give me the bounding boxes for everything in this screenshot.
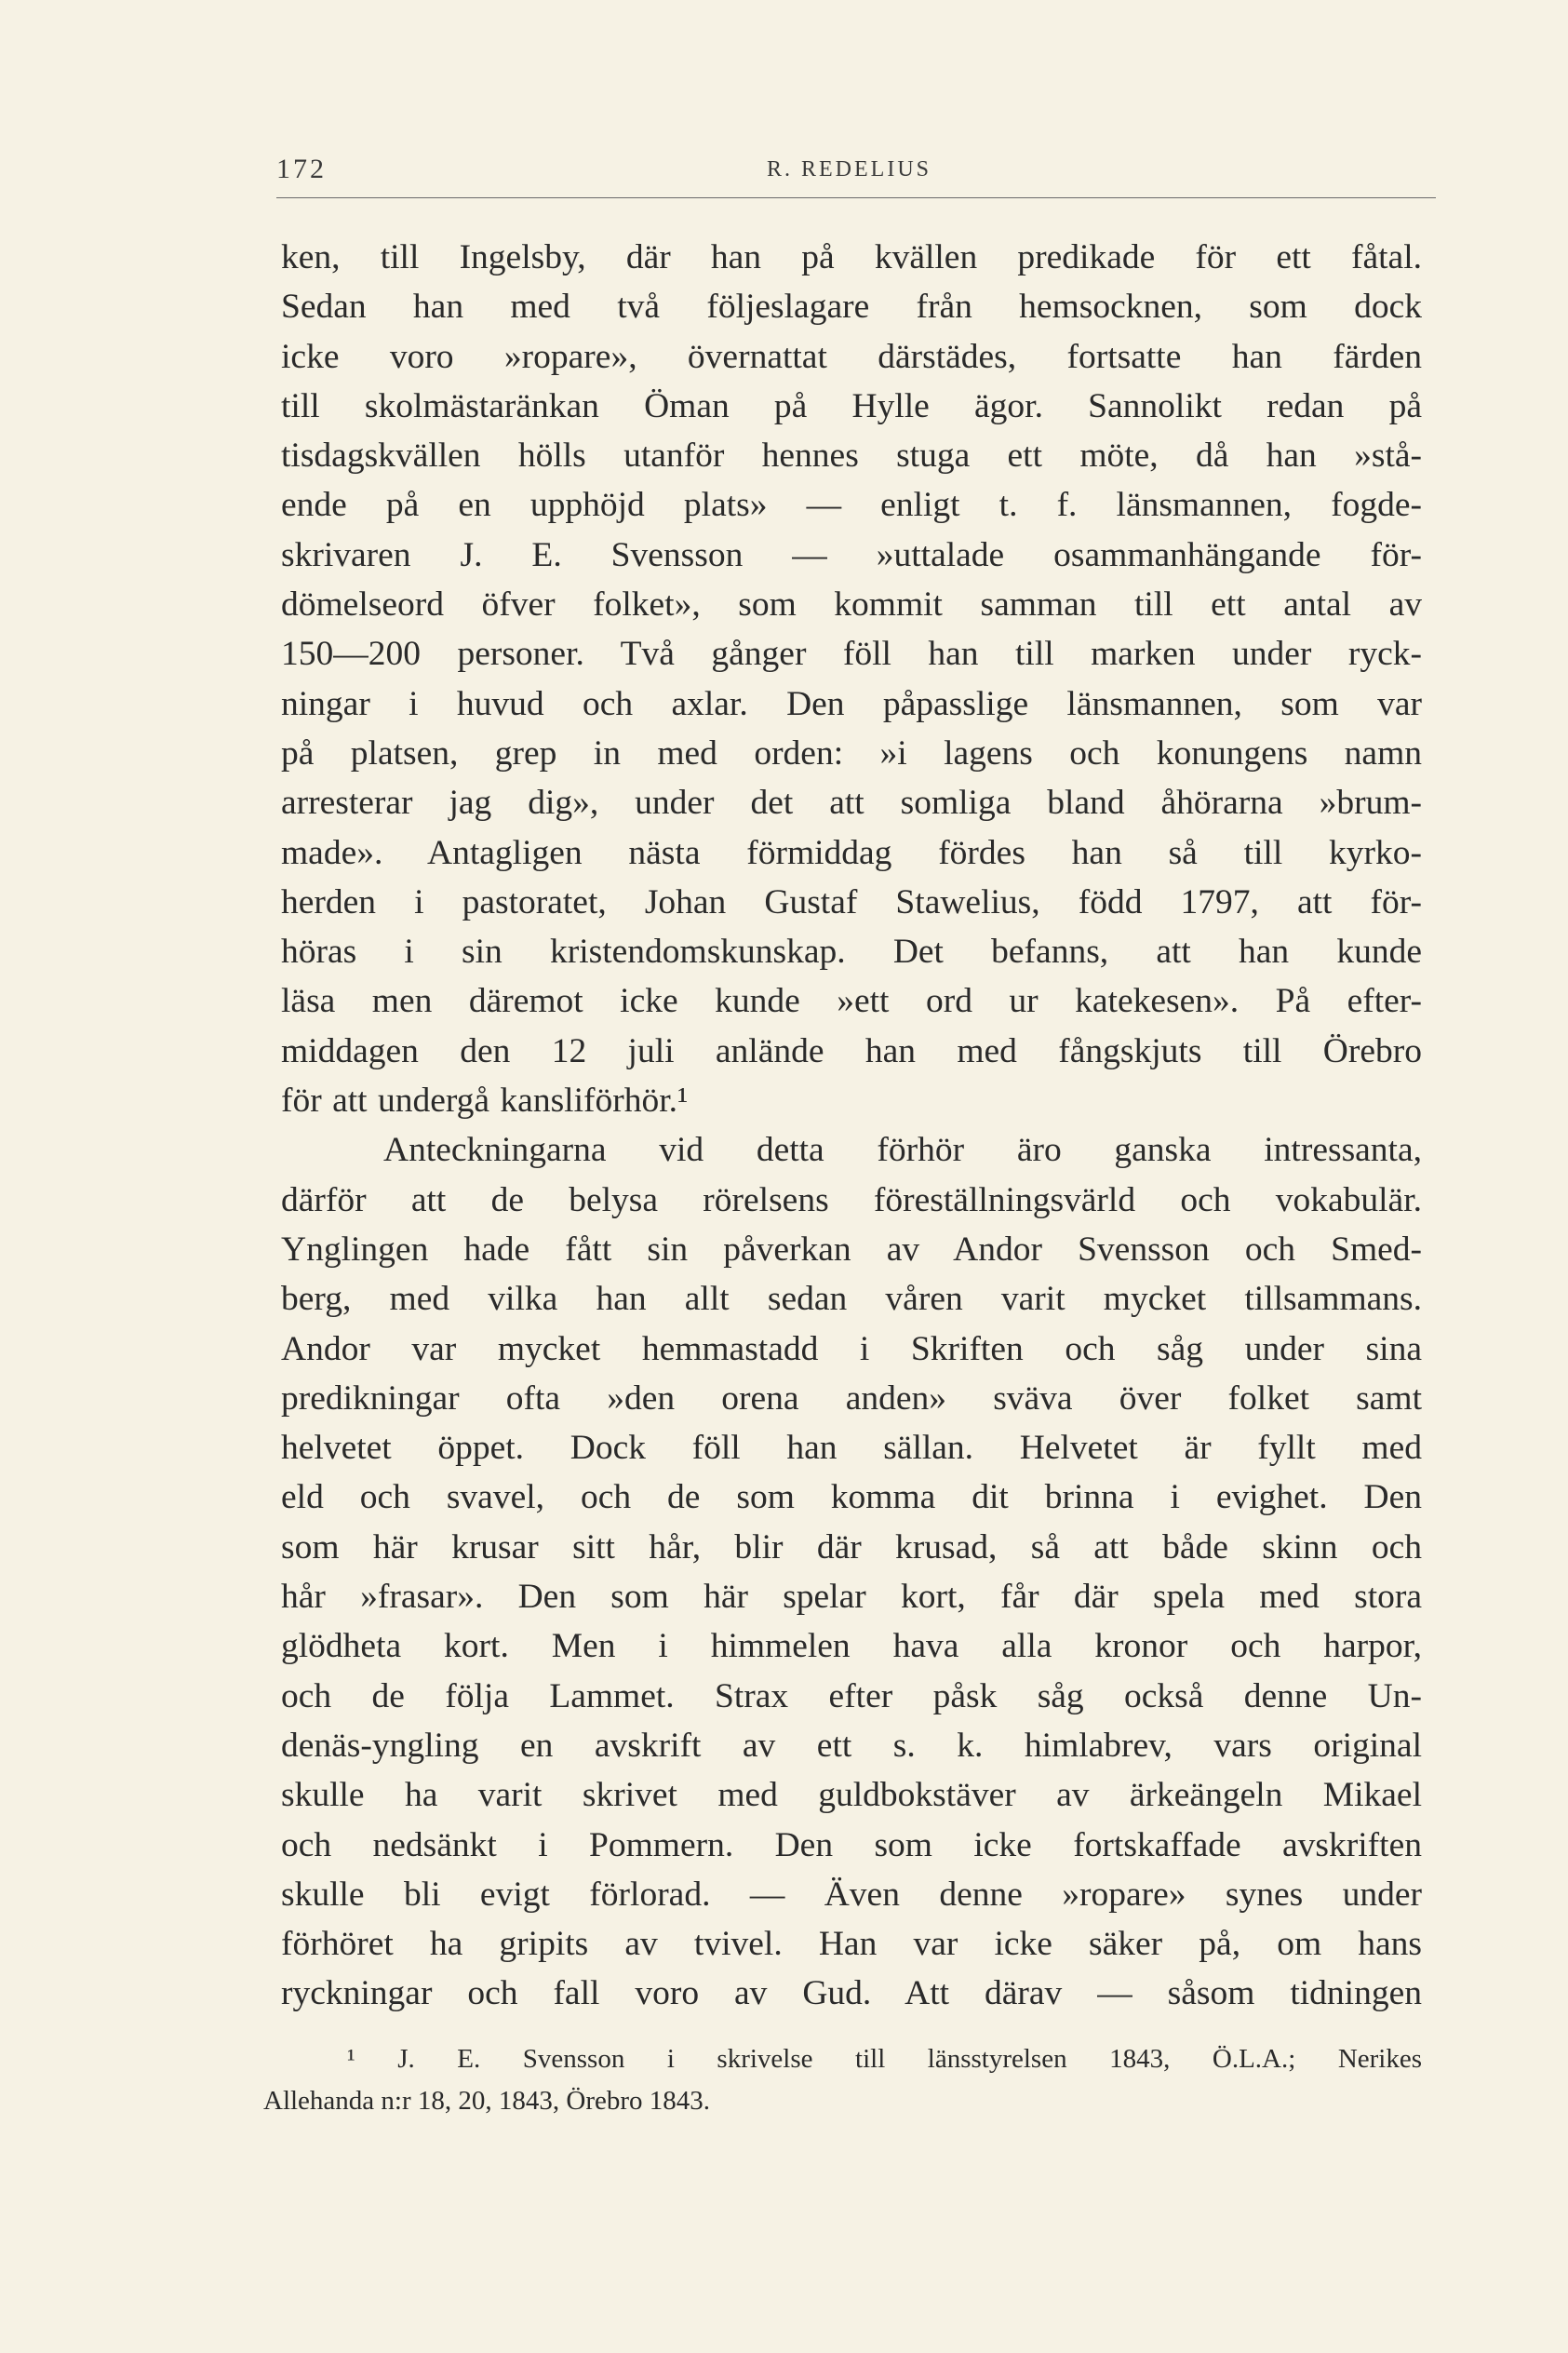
- body-line: ende på en upphöjd plats» — enligt t. f. länsmannen, fogde-: [281, 486, 1422, 525]
- body-line: Sedan han med två följeslagare från hemsocknen, som dock: [281, 288, 1422, 327]
- body-line: skrivaren J. E. Svensson — »uttalade osammanhängande för-: [281, 535, 1422, 574]
- body-line: Ynglingen hade fått sin påverkan av Andor Svensson och Smed-: [281, 1230, 1422, 1269]
- body-line: tisdagskvällen hölls utanför hennes stuga ett möte, då han »stå-: [281, 437, 1422, 476]
- running-head: R. REDELIUS: [767, 157, 931, 182]
- body-line: och de följa Lammet. Strax efter påsk såg också denne Un-: [281, 1676, 1422, 1715]
- body-line: därför att de belysa rörelsens föreställningsvärld och vokabulär.: [281, 1180, 1422, 1219]
- body-line: glödheta kort. Men i himmelen hava alla kronor och harpor,: [281, 1627, 1422, 1666]
- body-line: läsa men däremot icke kunde »ett ord ur katekesen». På efter-: [281, 982, 1422, 1021]
- body-line: ryckningar och fall voro av Gud. Att därav — såsom tidningen: [281, 1974, 1422, 2013]
- body-line: hår »frasar». Den som här spelar kort, får där spela med stora: [281, 1578, 1422, 1617]
- body-line: ningar i huvud och axlar. Den påpasslige länsmannen, som var: [281, 684, 1422, 723]
- body-line: höras i sin kristendomskunskap. Det befanns, att han kunde: [281, 933, 1422, 972]
- body-line: till skolmästaränkan Öman på Hylle ägor. Sannolikt redan på: [281, 386, 1422, 425]
- body-line: arresterar jag dig», under det att somliga bland åhörarna »brum-: [281, 784, 1422, 823]
- body-line: 150—200 personer. Två gånger föll han till marken under ryck-: [281, 635, 1422, 674]
- body-line: predikningar ofta »den orena anden» sväva över folket samt: [281, 1378, 1422, 1418]
- body-line: förhöret ha gripits av tvivel. Han var icke säker på, om hans: [281, 1925, 1422, 1964]
- body-line: middagen den 12 juli anlände han med fångskjuts till Örebro: [281, 1031, 1422, 1070]
- footnotes: [263, 2038, 1422, 2122]
- page-header: [276, 154, 1436, 200]
- body-line: skulle ha varit skrivet med guldbokstäver av ärkeängeln Mikael: [281, 1776, 1422, 1815]
- page-number: 172: [276, 154, 327, 184]
- body-line: herden i pastoratet, Johan Gustaf Stawelius, född 1797, att för-: [281, 882, 1422, 921]
- footnote-line: Allehanda n:r 18, 20, 1843, Örebro 1843.: [263, 2086, 711, 2116]
- body-line: skulle bli evigt förlorad. — Även denne »ropare» synes under: [281, 1875, 1422, 1914]
- body-line: helvetet öppet. Dock föll han sällan. Helvetet är fyllt med: [281, 1429, 1422, 1468]
- body-text: [281, 233, 1422, 2019]
- body-line: för att undergå kansliförhör.¹: [281, 1082, 689, 1121]
- body-line: på platsen, grep in med orden: »i lagens och konungens namn: [281, 733, 1422, 773]
- footnote-line: ¹ J. E. Svensson i skrivelse till länsstyrelsen 1843, Ö.L.A.; Nerikes: [347, 2044, 1422, 2074]
- body-line: och nedsänkt i Pommern. Den som icke fortskaffade avskriften: [281, 1825, 1422, 1864]
- header-rule: [276, 197, 1436, 198]
- body-line: eld och svavel, och de som komma dit brinna i evighet. Den: [281, 1478, 1422, 1517]
- body-line: som här krusar sitt hår, blir där krusad, så att både skinn och: [281, 1527, 1422, 1566]
- body-line: icke voro »ropare», övernattat därstädes, fortsatte han färden: [281, 337, 1422, 376]
- body-line: Andor var mycket hemmastadd i Skriften och såg under sina: [281, 1329, 1422, 1368]
- body-line: denäs-yngling en avskrift av ett s. k. himlabrev, vars original: [281, 1726, 1422, 1765]
- body-line: Anteckningarna vid detta förhör äro ganska intressanta,: [383, 1131, 1422, 1170]
- body-line: dömelseord öfver folket», som kommit samman till ett antal av: [281, 585, 1422, 625]
- body-line: ken, till Ingelsby, där han på kvällen predikade för ett fåtal.: [281, 238, 1422, 276]
- body-line: made». Antagligen nästa förmiddag fördes han så till kyrko-: [281, 833, 1422, 872]
- body-line: berg, med vilka han allt sedan våren varit mycket tillsammans.: [281, 1280, 1422, 1319]
